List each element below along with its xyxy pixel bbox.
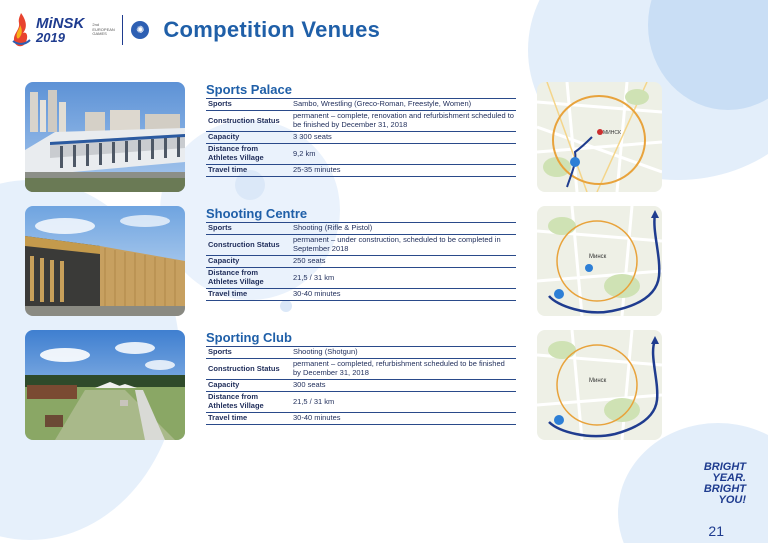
row-label-status: Construction Status bbox=[208, 115, 280, 125]
row-value-status: permanent – under construction, scheduled to be completed in September 2018 bbox=[293, 235, 501, 253]
row-label-sports: Sports bbox=[208, 99, 232, 109]
logo-wordmark bbox=[36, 16, 84, 44]
page-title: Competition Venues bbox=[163, 17, 381, 42]
row-label-travel: Travel time bbox=[208, 289, 248, 299]
row-label-status: Construction Status bbox=[208, 239, 280, 249]
row-value-sports: Shooting (Rifle & Pistol) bbox=[293, 223, 373, 233]
row-value-capacity: 300 seats bbox=[293, 380, 326, 390]
row-label-distance: Distance from Athletes Village bbox=[208, 392, 264, 410]
flame-icon bbox=[10, 11, 32, 49]
table-row bbox=[206, 99, 516, 111]
slogan-line: YOU! bbox=[718, 494, 746, 506]
venue-title: Shooting Centre bbox=[206, 206, 308, 221]
row-label-distance: Distance from Athletes Village bbox=[208, 144, 264, 162]
row-value-sports: Sambo, Wrestling (Greco-Roman, Freestyle, Women) bbox=[293, 99, 472, 109]
venue-photo bbox=[25, 330, 185, 440]
bright-year-logo bbox=[686, 462, 746, 506]
row-value-distance: 21,5 / 31 km bbox=[293, 272, 335, 282]
row-value-capacity: 3 300 seats bbox=[293, 132, 332, 142]
table-row bbox=[206, 268, 516, 289]
row-value-status: permanent – complete, renovation and refurbishment scheduled to be finished by December 31, 2018 bbox=[293, 111, 514, 129]
row-label-travel: Travel time bbox=[208, 413, 248, 423]
row-label-sports: Sports bbox=[208, 223, 232, 233]
venue-details-table bbox=[206, 222, 516, 301]
row-value-status: permanent – completed, refurbishment scheduled to be finished by December 31, 2018 bbox=[293, 359, 505, 377]
table-row bbox=[206, 392, 516, 413]
table-row bbox=[206, 132, 516, 144]
venue-sports-palace bbox=[25, 82, 665, 194]
table-row bbox=[206, 256, 516, 268]
slogan-line: BRIGHT bbox=[703, 483, 746, 495]
table-row bbox=[206, 144, 516, 165]
venue-info bbox=[206, 82, 516, 177]
logo-games: 2nd EUROPEAN GAMES bbox=[92, 21, 115, 37]
row-label-status: Construction Status bbox=[208, 363, 280, 373]
venue-map bbox=[537, 206, 662, 316]
venue-map bbox=[537, 330, 662, 440]
venue-details-table bbox=[206, 98, 516, 177]
row-value-travel: 25-35 minutes bbox=[293, 165, 341, 175]
slogan-line: BRIGHT bbox=[703, 461, 746, 473]
row-value-distance: 9,2 km bbox=[293, 148, 316, 158]
logo-year: 2019 bbox=[36, 30, 65, 45]
venue-info bbox=[206, 206, 516, 301]
table-row bbox=[206, 235, 516, 256]
table-row bbox=[206, 347, 516, 359]
row-label-travel: Travel time bbox=[208, 165, 248, 175]
venue-sporting-club bbox=[25, 330, 665, 442]
page-header bbox=[10, 6, 380, 54]
table-row bbox=[206, 413, 516, 425]
venue-info bbox=[206, 330, 516, 425]
map-city-label: Минск bbox=[589, 254, 607, 260]
row-value-travel: 30-40 minutes bbox=[293, 289, 341, 299]
table-row bbox=[206, 289, 516, 301]
row-label-capacity: Capacity bbox=[208, 132, 240, 142]
row-value-capacity: 250 seats bbox=[293, 256, 326, 266]
eoc-emblem-icon: ✺ bbox=[131, 21, 149, 39]
venue-title: Sporting Club bbox=[206, 330, 292, 345]
venue-shooting-centre bbox=[25, 206, 665, 318]
row-label-distance: Distance from Athletes Village bbox=[208, 268, 264, 286]
venue-details-table bbox=[206, 346, 516, 425]
map-city-label: Минск bbox=[589, 378, 607, 384]
row-label-sports: Sports bbox=[208, 347, 232, 357]
page-number: 21 bbox=[708, 523, 724, 539]
venue-title: Sports Palace bbox=[206, 82, 292, 97]
logo-divider bbox=[122, 15, 123, 45]
table-row bbox=[206, 380, 516, 392]
venue-map bbox=[537, 82, 662, 192]
table-row bbox=[206, 111, 516, 132]
row-value-distance: 21,5 / 31 km bbox=[293, 396, 335, 406]
row-value-sports: Shooting (Shotgun) bbox=[293, 347, 358, 357]
logo-minsk: MiNSK bbox=[36, 15, 85, 32]
slogan-line: YEAR. bbox=[712, 472, 746, 484]
table-row bbox=[206, 359, 516, 380]
table-row bbox=[206, 165, 516, 177]
table-row bbox=[206, 223, 516, 235]
venue-photo bbox=[25, 82, 185, 192]
minsk-2019-logo bbox=[10, 11, 149, 49]
row-value-travel: 30-40 minutes bbox=[293, 413, 341, 423]
venue-photo bbox=[25, 206, 185, 316]
row-label-capacity: Capacity bbox=[208, 380, 240, 390]
row-label-capacity: Capacity bbox=[208, 256, 240, 266]
map-city-label: МИНСК bbox=[603, 130, 621, 136]
